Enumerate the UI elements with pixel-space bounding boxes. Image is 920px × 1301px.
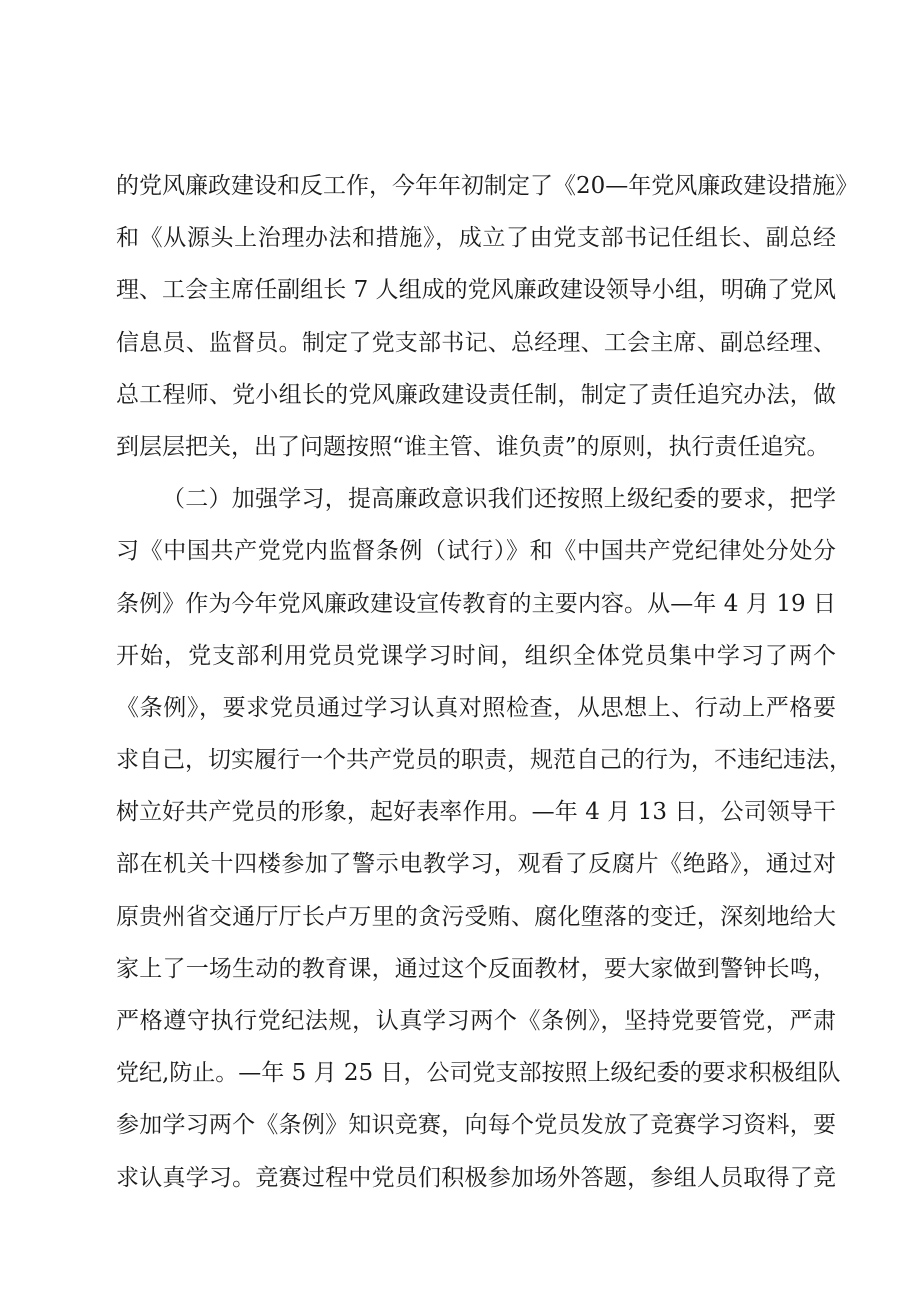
- text-line: 树立好共产党员的形象，起好表率作用。—年 4 月 13 日，公司领导干: [116, 799, 836, 826]
- text-line: 开始，党支部利用党员党课学习时间，组织全体党员集中学习了两个: [116, 642, 836, 669]
- section-heading-line: （二）加强学习，提高廉政意识我们还按照上级纪委的要求，把学: [162, 486, 836, 513]
- body-text: [116, 160, 859, 1204]
- text-line: 参加学习两个《条例》知识竞赛，向每个党员发放了竞赛学习资料，要: [116, 1112, 836, 1139]
- text-line: 党纪,防止。—年 5 月 25 日，公司党支部按照上级纪委的要求积极组队: [116, 1060, 841, 1087]
- text-line: 的党风廉政建设和反工作，今年年初制定了《20—年党风廉政建设措施》: [116, 173, 859, 199]
- text-line: 求认真学习。竞赛过程中党员们积极参加场外答题，参组人员取得了竞: [116, 1164, 836, 1191]
- text-line: 总工程师、党小组长的党风廉政建设责任制，制定了责任追究办法，做: [116, 381, 836, 408]
- text-line: 原贵州省交通厅厅长卢万里的贪污受贿、腐化堕落的变迁，深刻地给大: [116, 903, 836, 930]
- text-line: 《条例》，要求党员通过学习认真对照检查，从思想上、行动上严格要: [116, 694, 836, 721]
- text-line: 家上了一场生动的教育课，通过这个反面教材，要大家做到警钟长鸣，: [116, 955, 836, 982]
- text-line: 习《中国共产党党内监督条例（试行）》和《中国共产党纪律处分处分: [116, 538, 836, 565]
- text-line: 理、工会主席任副组长 7 人组成的党风廉政建设领导小组，明确了党风: [116, 277, 836, 304]
- text-line: 严格遵守执行党纪法规，认真学习两个《条例》，坚持党要管党，严肃: [116, 1008, 836, 1034]
- text-line: 和《从源头上治理办法和措施》，成立了由党支部书记任组长、副总经: [116, 225, 836, 252]
- text-line: 到层层把关，出了问题按照“谁主管、谁负责”的原则，执行责任追究。: [116, 433, 830, 460]
- text-line: 条例》作为今年党风廉政建设宣传教育的主要内容。从—年 4 月 19 日: [116, 590, 836, 617]
- text-line: 求自己，切实履行一个共产党员的职责，规范自己的行为，不违纪违法，: [116, 747, 852, 774]
- text-line: 部在机关十四楼参加了警示电教学习，观看了反腐片《绝路》，通过对: [116, 851, 836, 878]
- text-line: 信息员、监督员。制定了党支部书记、总经理、工会主席、副总经理、: [116, 329, 836, 356]
